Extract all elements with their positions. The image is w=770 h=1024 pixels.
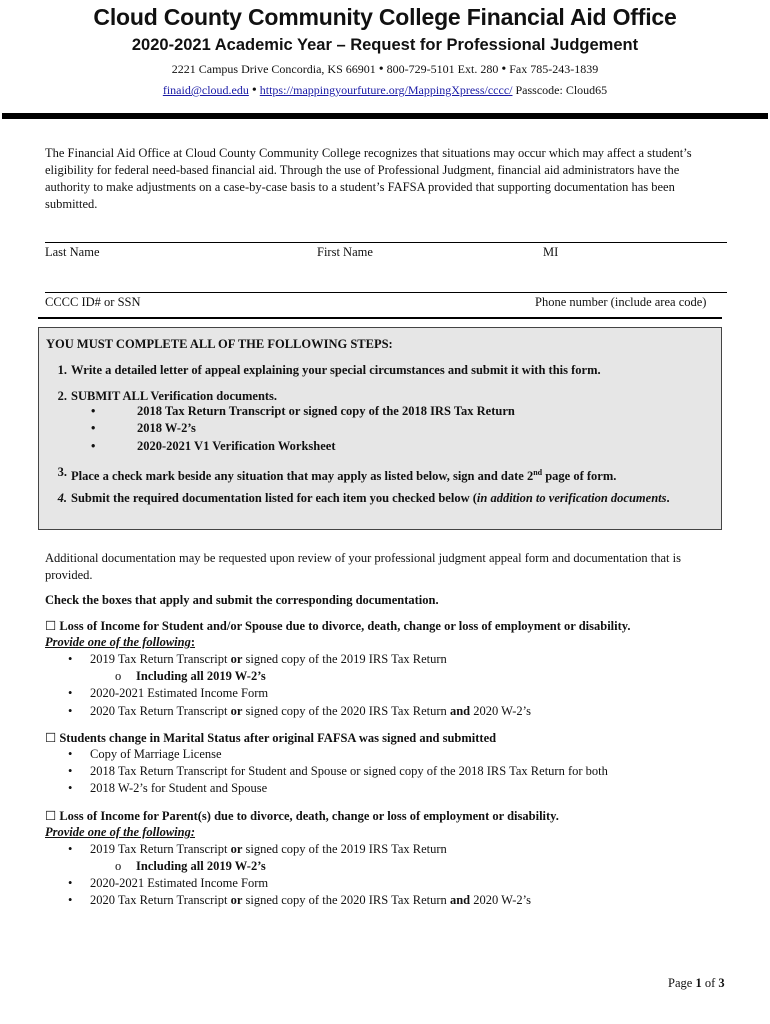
item-text: 2018 Tax Return Transcript for Student and Spouse or signed copy of the 2018 IRS Tax Return for both: [90, 764, 608, 778]
item-text: Copy of Marriage License: [90, 747, 222, 761]
provide-label: [45, 635, 195, 650]
bullet: •: [68, 893, 73, 907]
text-c: 2020 W-2’s: [470, 704, 531, 718]
separator-dot: •: [251, 83, 257, 98]
bullet: •: [91, 404, 96, 418]
email-link[interactable]: finaid@cloud.edu: [162, 83, 249, 97]
step-number: 1.: [57, 363, 67, 377]
provide-label: Provide one of the following:: [45, 825, 195, 839]
text-a: 2020 Tax Return Transcript: [90, 893, 231, 907]
separator-dot: •: [378, 62, 384, 77]
step-text: [71, 464, 671, 485]
page-number: [668, 976, 725, 991]
mappingxpress-link[interactable]: https://mappingyourfuture.org/MappingXpress/cccc/: [259, 83, 513, 97]
bullet: •: [68, 781, 73, 795]
item-text: [90, 704, 531, 719]
first-name-label: First Name: [317, 245, 373, 259]
bullet: •: [68, 652, 73, 666]
section-heading: Loss of Income for Student and/or Spouse due to divorce, death, change or loss of employment or disability.: [59, 619, 631, 633]
page-current: 1: [695, 976, 702, 990]
text-and: and: [449, 893, 471, 907]
item-text: [90, 842, 447, 857]
sub-bullet: o: [115, 669, 122, 683]
section-heading: Students change in Marital Status after original FAFSA was signed and submitted: [59, 731, 497, 745]
step-text-a: Place a check mark beside any situation that may apply as listed below, sign and date 2: [71, 469, 534, 484]
item-text: Including all 2019 W-2’s: [136, 669, 266, 683]
fax-number: Fax 785-243-1839: [509, 62, 599, 76]
step-text-em: in addition to verification documents: [476, 491, 667, 505]
bullet: •: [68, 764, 73, 778]
item-text: 2018 W-2’s for Student and Spouse: [90, 781, 268, 795]
check-instructions: Check the boxes that apply and submit the corresponding documentation.: [45, 593, 439, 607]
text-b: signed copy of the 2020 IRS Tax Return: [242, 704, 450, 718]
page-of: of: [701, 976, 719, 990]
steps-heading: YOU MUST COMPLETE ALL OF THE FOLLOWING STEPS:: [46, 337, 393, 351]
bullet: •: [68, 842, 73, 856]
text-c: 2020 W-2’s: [470, 893, 531, 907]
step-text: Write a detailed letter of appeal explaining your special circumstances and submit it with this form.: [71, 363, 601, 377]
text-or: or: [230, 704, 243, 718]
checkbox[interactable]: ☐: [45, 809, 57, 823]
superscript: nd: [533, 468, 543, 477]
bullet: •: [68, 704, 73, 718]
field-divider: [38, 317, 722, 319]
item-text: Including all 2019 W-2’s: [136, 859, 266, 873]
step-number: 2.: [57, 389, 67, 403]
page-prefix: Page: [668, 976, 696, 990]
step-number: 3.: [57, 465, 67, 479]
step-number: 4.: [57, 491, 67, 505]
last-name-label: Last Name: [45, 245, 100, 259]
header-divider: [2, 113, 768, 119]
text-or: or: [230, 652, 243, 666]
contact-line: [0, 62, 770, 78]
bullet: •: [68, 686, 73, 700]
additional-docs-note: Additional documentation may be requested upon review of your professional judgment appeal form and documentation that is provided.: [45, 551, 681, 582]
item-text: [90, 652, 447, 667]
item-text: 2018 Tax Return Transcript or signed copy of the 2018 IRS Tax Return: [137, 404, 515, 418]
bullet: •: [91, 421, 96, 435]
page-total: 3: [718, 976, 725, 990]
text-a: 2019 Tax Return Transcript: [90, 842, 231, 856]
item-text: 2020-2021 Estimated Income Form: [90, 686, 269, 700]
section-marital-status: [45, 730, 496, 746]
section-parent-income-loss: [45, 808, 559, 824]
step-text: SUBMIT ALL Verification documents.: [71, 389, 278, 403]
name-field-line[interactable]: [45, 242, 727, 243]
passcode: Passcode: Cloud65: [515, 83, 608, 97]
page-title: Cloud County Community College Financial Aid Office: [93, 4, 677, 30]
links-line: [0, 83, 770, 99]
checkbox[interactable]: ☐: [45, 619, 57, 633]
section-student-income-loss: [45, 618, 630, 634]
step-text-b: page of form.: [542, 469, 617, 484]
text-a: 2019 Tax Return Transcript: [90, 652, 231, 666]
bullet: •: [68, 876, 73, 890]
mi-label: MI: [543, 245, 559, 259]
phone-label: Phone number (include area code): [535, 295, 707, 309]
text-a: 2020 Tax Return Transcript: [90, 704, 231, 718]
text-b: signed copy of the 2019 IRS Tax Return: [242, 652, 447, 666]
checkbox[interactable]: ☐: [45, 731, 57, 745]
bullet: •: [91, 439, 96, 453]
address: 2221 Campus Drive Concordia, KS 66901: [171, 62, 376, 76]
separator-dot: •: [501, 62, 507, 77]
step-text-a: Submit the required documentation listed for each item you checked below (: [71, 491, 477, 505]
section-heading: Loss of Income for Parent(s) due to divorce, death, change or loss of employment or disability.: [59, 809, 559, 823]
intro-paragraph: The Financial Aid Office at Cloud County Community College recognizes that situations may occur which may affect a student’s eligibility for federal need-based financial aid. Through the use of Professional Judgment, financial aid administrators have the authority to make adjustments on a case-by-case basis to a student’s FAFSA provided that supporting documentation has been submitted.: [45, 146, 692, 211]
bullet: •: [68, 747, 73, 761]
provide-text: Provide one of the following: [45, 635, 191, 649]
step-text-b: .: [666, 491, 670, 505]
text-b: signed copy of the 2020 IRS Tax Return: [242, 893, 450, 907]
id-field-line[interactable]: [45, 292, 727, 293]
colon: :: [190, 635, 195, 649]
item-text: 2020-2021 V1 Verification Worksheet: [137, 439, 336, 453]
step-text: [71, 490, 671, 507]
text-b: signed copy of the 2019 IRS Tax Return: [242, 842, 447, 856]
text-or: or: [230, 842, 243, 856]
text-or: or: [230, 893, 243, 907]
sub-bullet: o: [115, 859, 122, 873]
id-label: CCCC ID# or SSN: [45, 295, 141, 309]
phone-number: 800-729-5101 Ext. 280: [386, 62, 499, 76]
item-text: [90, 893, 531, 908]
text-and: and: [449, 704, 471, 718]
item-text: 2018 W-2’s: [137, 421, 196, 435]
page-subtitle: 2020-2021 Academic Year – Request for Professional Judgement: [131, 36, 639, 54]
steps-box: [38, 327, 722, 530]
item-text: 2020-2021 Estimated Income Form: [90, 876, 269, 890]
